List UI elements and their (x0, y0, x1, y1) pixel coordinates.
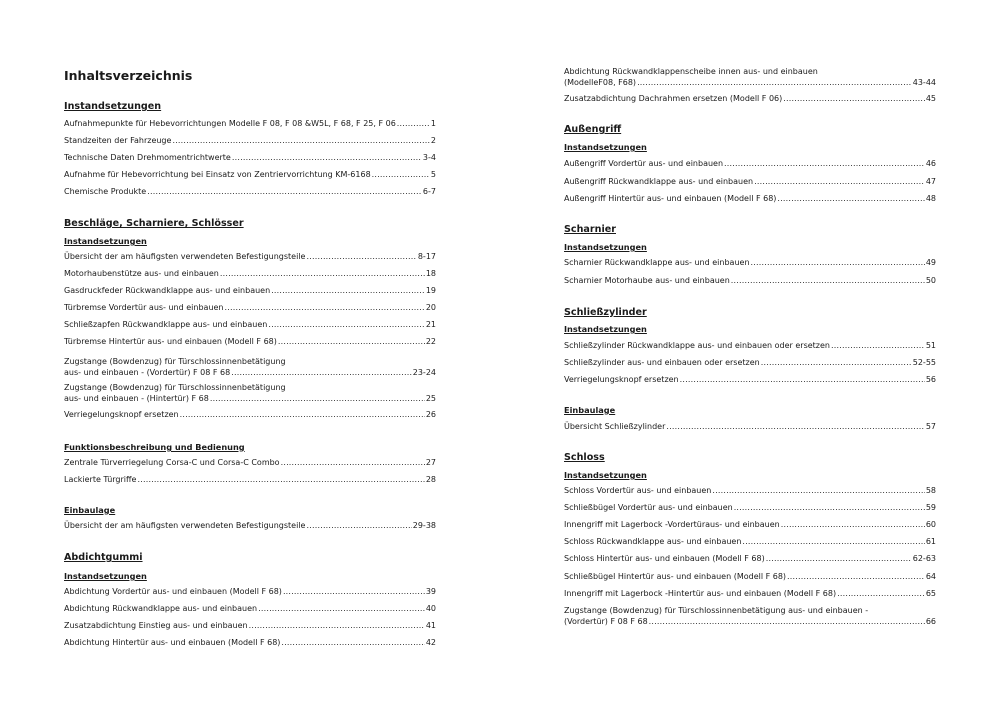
dot-leader (278, 337, 425, 348)
toc-entry-title: Verriegelungsknopf ersetzen (564, 375, 679, 384)
toc-entry[interactable] (64, 320, 436, 331)
toc-entry-line (64, 604, 436, 615)
toc-entry[interactable] (64, 153, 436, 164)
toc-entry[interactable] (564, 159, 936, 170)
toc-entry-page: 59 (925, 503, 936, 512)
dot-leader (837, 589, 925, 600)
toc-entry-title: Lackierte Türgriffe (64, 475, 137, 484)
toc-entry[interactable] (64, 383, 436, 404)
toc-entry-title: (Vordertür) F 08 F 68 (564, 616, 648, 626)
dot-leader (231, 368, 412, 379)
toc-entry[interactable] (564, 341, 936, 352)
toc-entry-title: Abdichtung Hintertür aus- und einbauen (Modell F 68) (64, 638, 281, 647)
toc-entry-page: 61 (925, 537, 936, 546)
toc-entry-line (64, 187, 436, 198)
dot-leader (787, 572, 925, 583)
toc-entry-page: 57 (925, 422, 936, 431)
dot-leader (180, 410, 425, 421)
toc-entry-page: 2 (430, 136, 436, 145)
dot-leader (172, 136, 429, 147)
toc-entry-title: Schließzylinder Rückwandklappe aus- und einbauen oder ersetzen (564, 341, 830, 350)
toc-entry-line (64, 119, 436, 130)
toc-entry-page: 45 (925, 94, 936, 103)
toc-entry-title: Schließbügel Vordertür aus- und einbauen (564, 503, 733, 512)
dot-leader (831, 341, 925, 352)
subsection-heading: Instandsetzungen (564, 470, 647, 480)
dot-leader (147, 187, 422, 198)
toc-entry-page: 62-63 (912, 554, 936, 563)
toc-entry-page: 19 (425, 286, 436, 295)
dot-leader (761, 358, 912, 369)
toc-entry[interactable] (564, 589, 936, 600)
toc-entry-page: 60 (925, 520, 936, 529)
toc-entry-title: Zusatzabdichtung Einstieg aus- und einbauen (64, 621, 248, 630)
toc-entry-title: Übersicht der am häufigsten verwendeten Befestigungsteile (64, 521, 306, 530)
toc-entry-title: Schließzapfen Rückwandklappe aus- und einbauen (64, 320, 268, 329)
toc-entry-line (564, 554, 936, 565)
toc-entry-title: Standzeiten der Fahrzeuge (64, 136, 172, 145)
toc-entry-page: 56 (925, 375, 936, 384)
section-heading: Schloss (564, 452, 605, 463)
toc-entry[interactable] (64, 357, 436, 378)
toc-entry[interactable] (64, 621, 436, 632)
toc-entry-first-line: Zugstange (Bowdenzug) für Türschlossinnenbetätigung aus- und einbauen - (564, 606, 869, 615)
dot-leader (731, 276, 925, 287)
toc-entry-page: 5 (430, 170, 436, 179)
toc-entry-title: Türbremse Vordertür aus- und einbauen (64, 303, 224, 312)
toc-entry[interactable] (64, 286, 436, 297)
toc-entry[interactable] (564, 422, 936, 433)
toc-entry-page: 26 (425, 410, 436, 419)
dot-leader (283, 587, 425, 598)
toc-entry-page: 3-4 (422, 153, 436, 162)
toc-entry-line (564, 341, 936, 352)
toc-entry-line (64, 475, 436, 486)
toc-entry-title: Schloss Hintertür aus- und einbauen (Modell F 68) (564, 554, 765, 563)
toc-entry-line (64, 320, 436, 331)
subsection-heading: Funktionsbeschreibung und Bedienung (64, 442, 245, 452)
toc-entry-page: 8-17 (417, 252, 436, 261)
toc-entry-line (564, 276, 936, 287)
toc-entry-line (64, 638, 436, 649)
toc-entry-title: Zusatzabdichtung Dachrahmen ersetzen (Modell F 06) (564, 94, 783, 103)
toc-entry-page: 47 (925, 177, 936, 186)
subsection-heading: Instandsetzungen (564, 324, 647, 334)
toc-entry[interactable] (64, 458, 436, 469)
toc-entry-page: 22 (425, 337, 436, 346)
toc-entry-title: Außengriff Vordertür aus- und einbauen (564, 159, 724, 168)
dot-leader (137, 475, 424, 486)
toc-entry-page: 23-24 (412, 367, 436, 377)
dot-leader (666, 422, 924, 433)
toc-entry-title: Gasdruckfeder Rückwandklappe aus- und einbauen (64, 286, 271, 295)
toc-entry-title: Zentrale Türverriegelung Corsa-C und Corsa-C Combo (64, 458, 280, 467)
toc-entry-title: Schloss Vordertür aus- und einbauen (564, 486, 712, 495)
subsection-heading: Einbaulage (64, 505, 116, 515)
dot-leader (734, 503, 925, 514)
toc-entry-line (564, 503, 936, 514)
toc-entry-line (564, 520, 936, 531)
dot-leader (271, 286, 425, 297)
dot-leader (268, 320, 424, 331)
toc-entry[interactable] (64, 521, 436, 532)
toc-entry[interactable] (64, 638, 436, 649)
toc-entry-page: 46 (925, 159, 936, 168)
dot-leader (258, 604, 425, 615)
toc-entry-line (64, 252, 436, 263)
toc-entry-line (564, 617, 936, 628)
section-heading: Beschläge, Scharniere, Schlösser (64, 218, 244, 229)
toc-entry-page: 58 (925, 486, 936, 495)
toc-entry-title: Türbremse Hintertür aus- und einbauen (Modell F 68) (64, 337, 277, 346)
toc-entry[interactable] (564, 94, 936, 105)
toc-entry-title: Technische Daten Drehmomentrichtwerte (64, 153, 231, 162)
toc-entry-page: 39 (425, 587, 436, 596)
dot-leader (751, 258, 925, 269)
dot-leader (724, 159, 925, 170)
toc-entry-page: 28 (425, 475, 436, 484)
toc-entry-line (64, 303, 436, 314)
toc-entry-page: 48 (925, 194, 936, 203)
dot-leader (754, 177, 925, 188)
toc-entry[interactable] (564, 258, 936, 269)
dot-leader (372, 170, 430, 181)
toc-entry-page: 51 (925, 341, 936, 350)
toc-entry[interactable] (64, 587, 436, 598)
dot-leader (225, 303, 425, 314)
toc-entry-page: 42 (425, 638, 436, 647)
dot-leader (680, 375, 925, 386)
toc-entry-first-line: Abdichtung Rückwandklappenscheibe innen aus- und einbauen (564, 67, 818, 76)
toc-entry[interactable] (64, 136, 436, 147)
toc-entry[interactable] (64, 475, 436, 486)
toc-entry-title: Motorhaubenstütze aus- und einbauen (64, 269, 219, 278)
toc-entry-title: Scharnier Motorhaube aus- und einbauen (564, 276, 730, 285)
dot-leader (306, 252, 416, 263)
dot-leader (249, 621, 425, 632)
dot-leader (777, 194, 924, 205)
toc-entry-title: aus- und einbauen - (Hintertür) F 68 (64, 393, 209, 403)
toc-entry[interactable] (64, 252, 436, 263)
toc-entry-line (564, 194, 936, 205)
toc-entry-line (64, 286, 436, 297)
dot-leader (637, 78, 912, 89)
toc-entry[interactable] (564, 67, 936, 88)
toc-entry-line (564, 375, 936, 386)
toc-entry-line (564, 177, 936, 188)
toc-entry-line (564, 78, 936, 89)
toc-entry-page: 66 (925, 616, 936, 626)
toc-entry-title: Außengriff Hintertür aus- und einbauen (Modell F 68) (564, 194, 777, 203)
toc-entry[interactable] (564, 194, 936, 205)
toc-entry-line (564, 159, 936, 170)
toc-entry[interactable] (564, 177, 936, 188)
subsection-heading: Instandsetzungen (564, 142, 647, 152)
toc-entry[interactable] (64, 337, 436, 348)
toc-entry[interactable] (564, 537, 936, 548)
toc-entry-line (64, 587, 436, 598)
section-heading: Abdichtgummi (64, 552, 143, 563)
toc-entry[interactable] (564, 606, 936, 627)
subsection-heading: Instandsetzungen (564, 242, 647, 252)
toc-entry-title: Schließbügel Hintertür aus- und einbauen (Modell F 68) (564, 572, 787, 581)
toc-entry-line (64, 410, 436, 421)
toc-entry-page: 20 (425, 303, 436, 312)
toc-entry[interactable] (64, 269, 436, 280)
toc-entry-page: 27 (425, 458, 436, 467)
toc-entry[interactable] (64, 410, 436, 421)
toc-entry-title: Aufnahmepunkte für Hebevorrichtungen Modelle F 08, F 08 &W5L, F 68, F 25, F 06 (64, 119, 396, 128)
subsection-heading: Instandsetzungen (64, 236, 147, 246)
dot-leader (232, 153, 422, 164)
dot-leader (781, 520, 925, 531)
section-heading: Außengriff (564, 124, 622, 135)
toc-entry[interactable] (64, 119, 436, 130)
section-heading: Scharnier (564, 224, 616, 235)
dot-leader (281, 458, 425, 469)
toc-entry-title: (ModelleF08, F68) (564, 77, 637, 87)
toc-entry[interactable] (564, 358, 936, 369)
toc-entry-line (64, 337, 436, 348)
subsection-heading: Instandsetzungen (64, 571, 147, 581)
toc-entry-first-line: Zugstange (Bowdenzug) für Türschlossinnenbetätigung (64, 383, 286, 392)
toc-entry-line (64, 153, 436, 164)
toc-entry-title: Innengriff mit Lagerbock -Vordertüraus- und einbauen (564, 520, 780, 529)
toc-entry-title: Innengriff mit Lagerbock -Hintertür aus- und einbauen (Modell F 68) (564, 589, 837, 598)
toc-entry-page: 50 (925, 276, 936, 285)
toc-entry-title: Abdichtung Rückwandklappe aus- und einbauen (64, 604, 258, 613)
toc-entry[interactable] (64, 604, 436, 615)
toc-entry-title: Chemische Produkte (64, 187, 147, 196)
toc-entry-page: 40 (425, 604, 436, 613)
toc-entry[interactable] (564, 486, 936, 497)
toc-entry-line (64, 621, 436, 632)
toc-title: Inhaltsverzeichnis (64, 68, 193, 83)
toc-entry-page: 43-44 (912, 77, 936, 87)
toc-entry-page: 52-55 (912, 358, 936, 367)
toc-entry-line (564, 589, 936, 600)
toc-entry-first-line: Zugstange (Bowdenzug) für Türschlossinnenbetätigung (64, 357, 286, 366)
toc-entry-title: Außengriff Rückwandklappe aus- und einbauen (564, 177, 754, 186)
toc-entry-line (564, 572, 936, 583)
toc-entry[interactable] (564, 375, 936, 386)
dot-leader (397, 119, 430, 130)
dot-leader (783, 94, 925, 105)
dot-leader (766, 554, 912, 565)
toc-entry-line (564, 94, 936, 105)
dot-leader (306, 521, 411, 532)
toc-entry[interactable] (564, 276, 936, 287)
toc-entry-title: Verriegelungsknopf ersetzen (64, 410, 179, 419)
toc-entry-line (64, 170, 436, 181)
toc-entry-page: 49 (925, 258, 936, 267)
toc-entry[interactable] (64, 170, 436, 181)
toc-entry[interactable] (564, 554, 936, 565)
toc-entry-title: Scharnier Rückwandklappe aus- und einbauen (564, 258, 750, 267)
toc-entry-title: Übersicht der am häufigsten verwendeten Befestigungsteile (64, 252, 306, 261)
toc-entry[interactable] (64, 303, 436, 314)
dot-leader (281, 638, 424, 649)
toc-entry-line (64, 521, 436, 532)
toc-entry-title: Abdichtung Vordertür aus- und einbauen (Modell F 68) (64, 587, 282, 596)
toc-entry-line (564, 537, 936, 548)
toc-entry-page: 21 (425, 320, 436, 329)
dot-leader (220, 269, 425, 280)
toc-entry-line (564, 486, 936, 497)
subsection-heading: Einbaulage (564, 405, 616, 415)
toc-entry-line (64, 136, 436, 147)
toc-entry-title: Aufnahme für Hebevorrichtung bei Einsatz von Zentriervorrichtung KM-6168 (64, 170, 371, 179)
toc-entry[interactable] (564, 572, 936, 583)
toc-entry-line (64, 368, 436, 379)
toc-entry-page: 25 (425, 393, 436, 403)
toc-entry-line (564, 258, 936, 269)
toc-entry-title: Übersicht Schließzylinder (564, 422, 666, 431)
toc-entry[interactable] (564, 503, 936, 514)
toc-entry-page: 41 (425, 621, 436, 630)
toc-entry-page: 1 (430, 119, 436, 128)
dot-leader (210, 394, 425, 405)
toc-entry-line (64, 269, 436, 280)
section-heading: Instandsetzungen (64, 101, 162, 112)
toc-entry[interactable] (64, 187, 436, 198)
toc-entry-page: 65 (925, 589, 936, 598)
toc-entry-line (64, 458, 436, 469)
toc-entry-page: 6-7 (422, 187, 436, 196)
dot-leader (712, 486, 924, 497)
section-heading: Schließzylinder (564, 307, 647, 318)
toc-entry[interactable] (564, 520, 936, 531)
toc-entry-page: 29-38 (412, 521, 436, 530)
toc-entry-page: 64 (925, 572, 936, 581)
toc-entry-page: 18 (425, 269, 436, 278)
toc-entry-line (564, 358, 936, 369)
toc-entry-title: aus- und einbauen - (Vordertür) F 08 F 68 (64, 367, 231, 377)
dot-leader (649, 617, 925, 628)
toc-entry-line (64, 394, 436, 405)
toc-entry-title: Schließzylinder aus- und einbauen oder ersetzen (564, 358, 760, 367)
toc-entry-line (564, 422, 936, 433)
dot-leader (742, 537, 924, 548)
toc-entry-title: Schloss Rückwandklappe aus- und einbauen (564, 537, 742, 546)
